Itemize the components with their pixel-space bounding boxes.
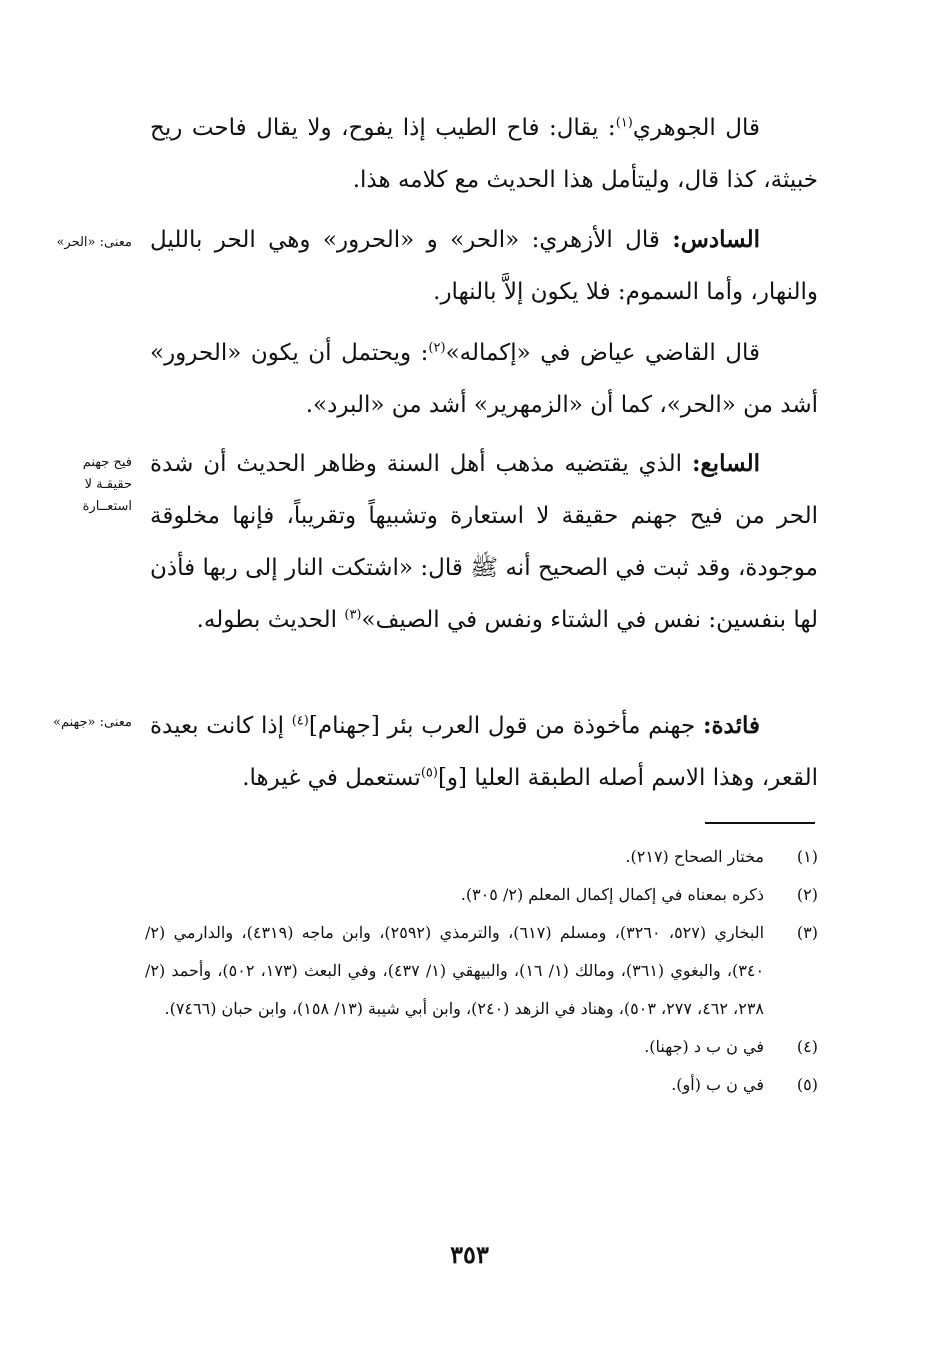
footnote-ref-3[interactable]: (٣): [344, 607, 362, 623]
footnote-text: في ن ب (أو).: [671, 1075, 764, 1094]
main-text: [150, 327, 818, 441]
footnote-3: [145, 914, 818, 1028]
paragraph-jawhari: [150, 102, 818, 206]
footnotes: [145, 838, 818, 1104]
footnote-5: [145, 1066, 818, 1104]
footnote-ref-5[interactable]: (٥): [420, 765, 438, 781]
paragraph-seventh: [150, 438, 818, 646]
paragraph-lead: فائدة:: [702, 712, 761, 739]
margin-note-heat: معنى: «الحر»: [56, 235, 132, 250]
footnote-ref-1[interactable]: (١): [615, 115, 633, 131]
footnote-number: (٣): [796, 923, 818, 942]
paragraph-text: : يقال: فاح الطيب إذا يفوح، ولا يقال فاحت ريح خبيثة، كذا قال، وليتأمل هذا الحديث مع كلامه هذا.: [150, 115, 818, 193]
footnote-ref-4[interactable]: (٤): [291, 713, 309, 729]
paragraph-sixth: [150, 214, 818, 318]
margin-note-hellfire: فيح جهنم حقيقـة لا استعــارة: [82, 455, 132, 514]
footnote-number: (١): [796, 847, 818, 866]
footnote-text: البخاري (٥٢٧، ٣٢٦٠)، ومسلم (٦١٧)، والترمذي (٢٥٩٢)، وابن ماجه (٤٣١٩)، والدارمي (٢/ ٣٤٠)، والبغوي (٣٦١)، ومالك (١/ ١٦)، والبيهقي (١/ ٤٣٧)، وفي البعث (١٧٣، ٥٠٢)، وأحمد (٢/ ٢٣٨، ٤٦٢، ٢٧٧، ٥٠٣)، وهناد في الزهد (٢٤٠)، وابن أبي شيبة (١٣/ ١٥٨)، وابن حبان (٧٤٦٦).: [145, 923, 765, 1018]
footnote-4: [145, 1028, 818, 1066]
footnote-ref-2[interactable]: (٢): [428, 340, 446, 356]
paragraph-text: جهنم مأخوذة من قول العرب بئر [جهنام]: [308, 713, 703, 739]
footnote-text: في ن ب د (جهنا).: [644, 1037, 764, 1056]
paragraph-text: الذي يقتضيه مذهب أهل السنة وظاهر الحديث أن شدة الحر من فيح جهنم حقيقة لا استعارة وتشبيهاً وتقريباً، فإنها مخلوقة موجودة، وقد ثبت في الصحيح أنه ﷺ قال: «اشتكت النار إلى ربها فأذن لها بنفسين: نفس في الشتاء ونفس في الصيف»: [150, 451, 818, 633]
paragraph-benefit: [150, 700, 818, 804]
paragraph-text: قال الجوهري: [632, 115, 760, 141]
footnote-text: مختار الصحاح (٢١٧).: [625, 847, 764, 866]
main-text: [150, 700, 818, 814]
main-text: [150, 102, 818, 216]
paragraph-text: : ويحتمل أن يكون «الحرور» أشد من «الحر»، كما أن «الزمهرير» أشد من «البرد».: [150, 340, 818, 418]
paragraph-lead: السابع:: [691, 450, 760, 477]
margin-note-jahannam: معنى: «جهنم»: [52, 715, 132, 730]
main-text: [150, 438, 818, 656]
footnote-number: (٢): [796, 885, 818, 904]
paragraph-text: الحديث بطوله.: [196, 607, 345, 633]
footnote-text: ذكره بمعناه في إكمال إكمال المعلم (٢/ ٣٠٥).: [460, 885, 764, 904]
paragraph-lead: السادس:: [672, 226, 760, 253]
paragraph-text: إذا كانت بعيدة القعر، وهذا الاسم أصله الطبقة العليا [و]: [150, 713, 818, 791]
paragraph-text: قال القاضي عياض في «إكماله»: [445, 340, 760, 366]
footnote-2: [145, 876, 818, 914]
paragraph-qadi-iyad: [150, 327, 818, 431]
main-text: [150, 214, 818, 328]
footnote-separator: [705, 822, 815, 824]
page-number: ٣٥٣: [450, 1240, 489, 1269]
footnote-number: (٥): [796, 1075, 818, 1094]
paragraph-text: تستعمل في غيرها.: [242, 765, 421, 791]
paragraph-text: قال الأزهري: «الحر» و «الحرور» وهي الحر بالليل والنهار، وأما السموم: فلا يكون إلاَّ بالنهار.: [150, 227, 818, 305]
footnote-1: [145, 838, 818, 876]
footnote-number: (٤): [796, 1037, 818, 1056]
